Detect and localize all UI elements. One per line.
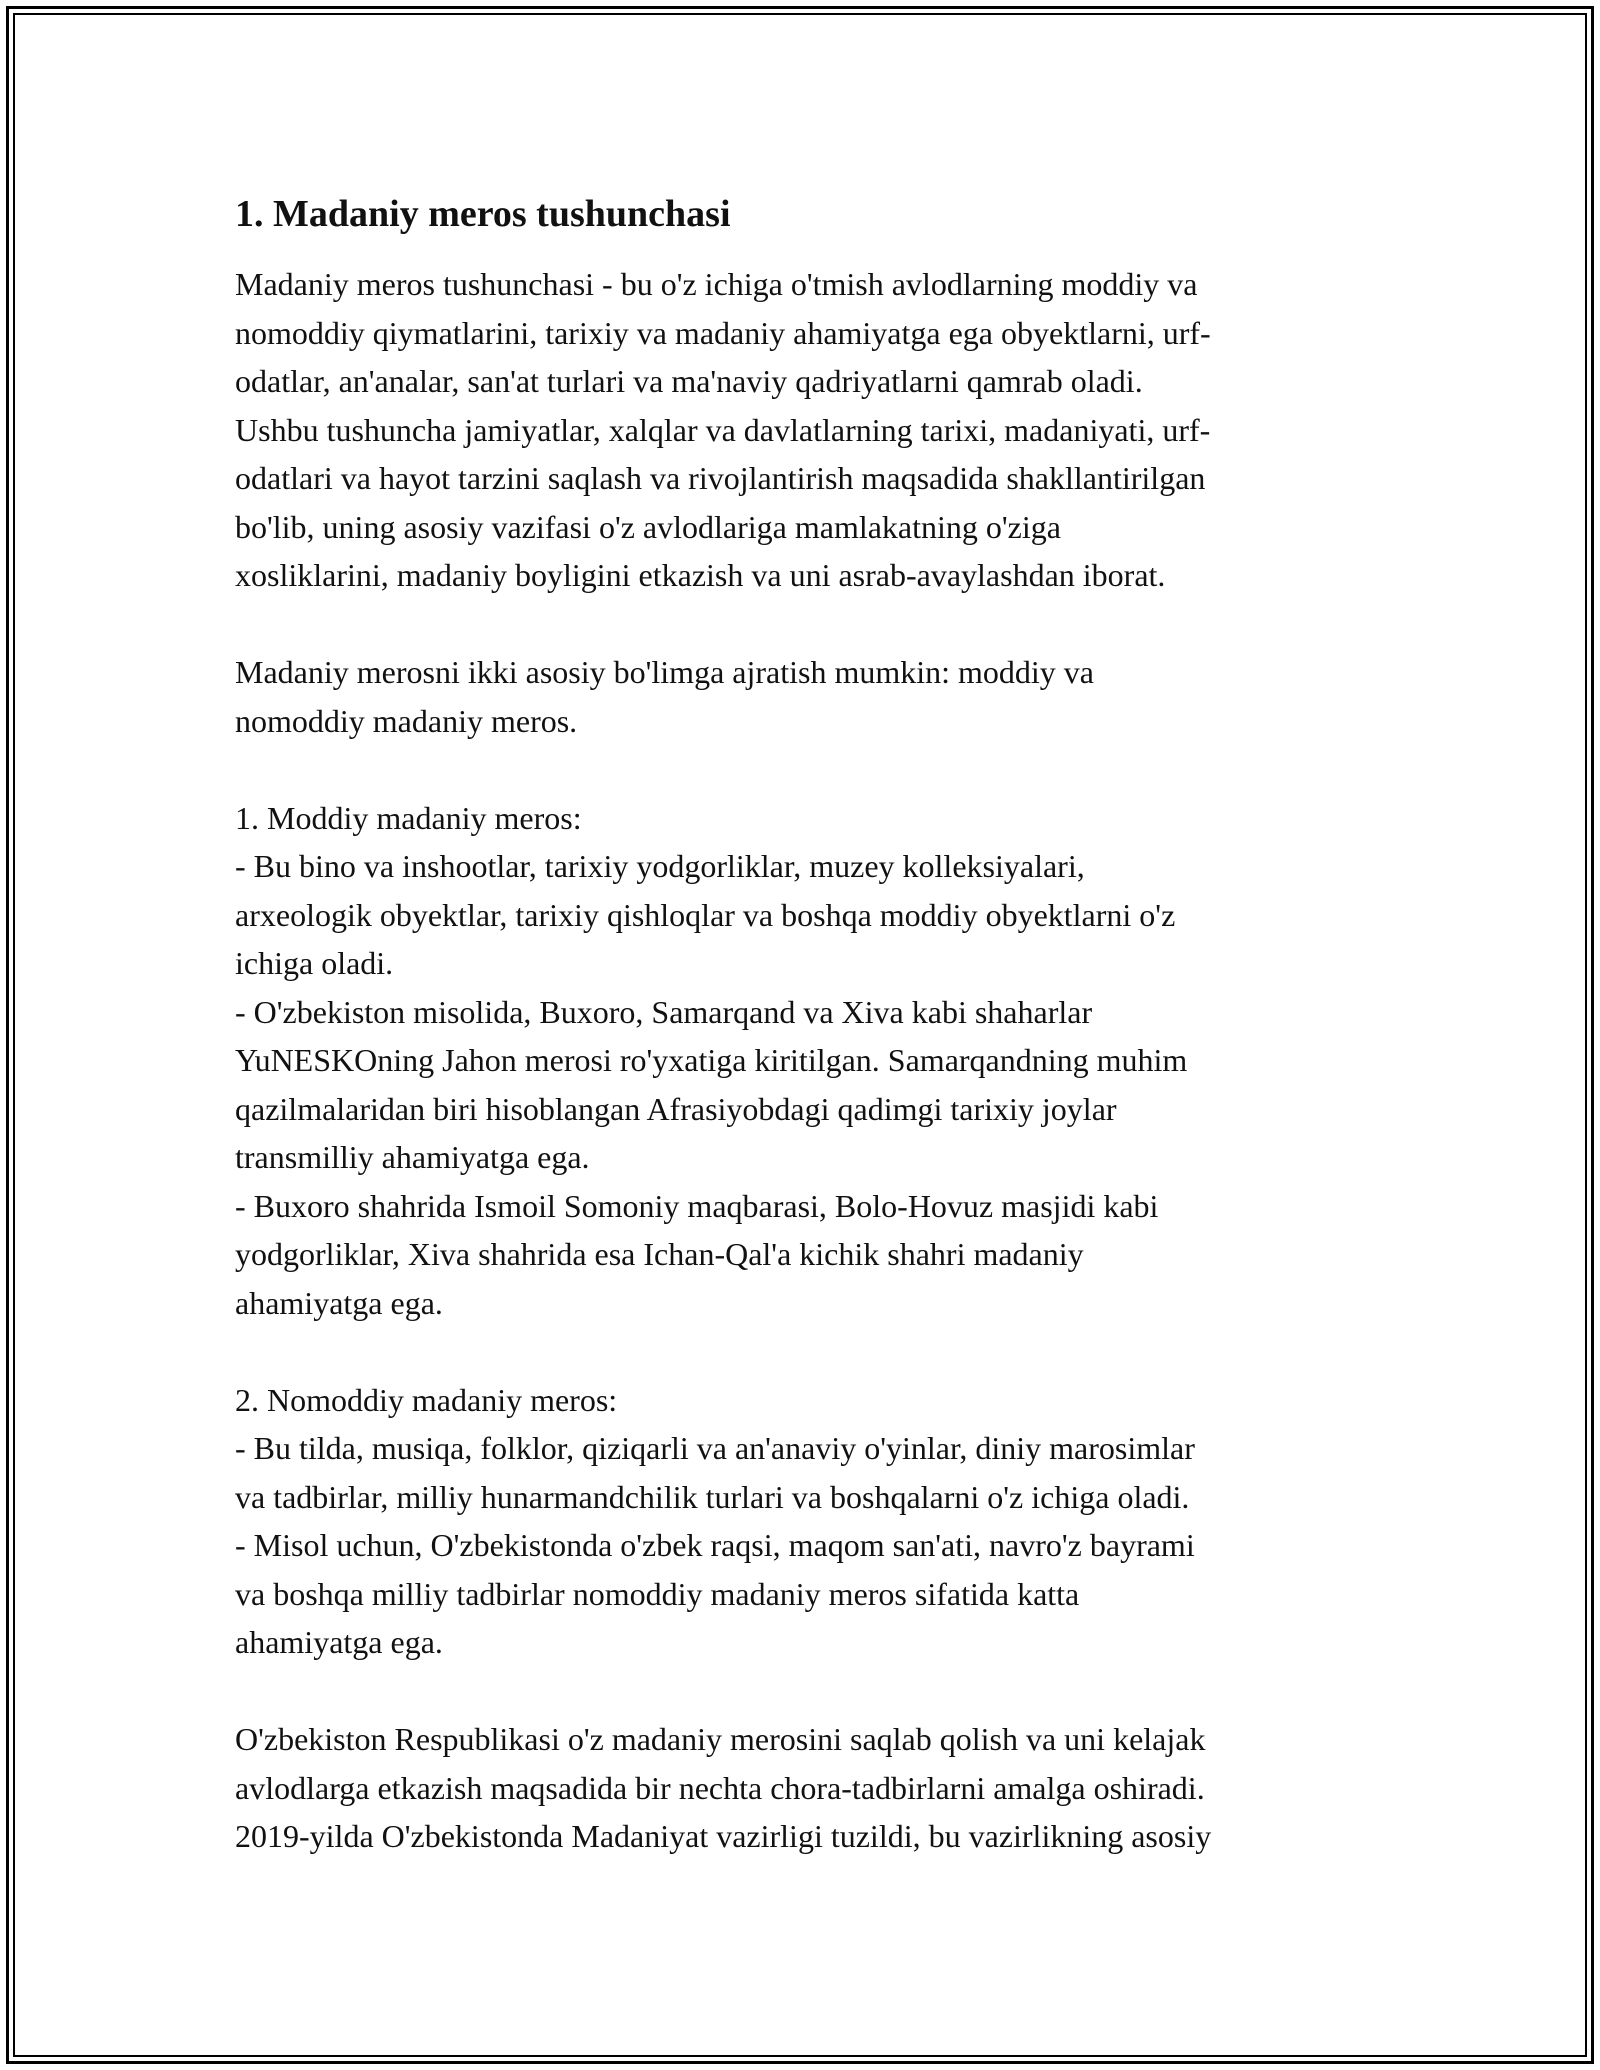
closing-paragraph: O'zbekiston Respublikasi o'z madaniy merosini saqlab qolish va uni kelajak avlodlarga etkazish maqsadida bir nechta chora-tadbirlarni amalga oshiradi. 2019-yilda O'zbekistonda Madaniyat vazirligi tuzildi, bu vazirlikning asosiy xyxy=(235,1721,1212,1854)
paragraph-spacer xyxy=(235,600,1385,649)
list-item: - Bu bino va inshootlar, tarixiy yodgorliklar, muzey kolleksiyalari, arxeologik obyektlar, tarixiy qishloqlar va boshqa moddiy obyektlarni o'z ichiga oladi. xyxy=(235,848,1176,981)
material-heritage-title: 1. Moddiy madaniy meros: xyxy=(235,799,582,836)
list-item: - Buxoro shahrida Ismoil Somoniy maqbarasi, Bolo-Hovuz masjidi kabi yodgorliklar, Xiva shahrida esa Ichan-Qal'a kichik shahri madaniy ahamiyatga ega. xyxy=(235,1187,1159,1321)
paragraph-spacer xyxy=(235,1667,1385,1716)
document-page xyxy=(235,190,1385,1861)
intangible-heritage-section xyxy=(235,1376,1385,1667)
material-heritage-section xyxy=(235,794,1385,1328)
list-item: - Bu tilda, musiqa, folklor, qiziqarli va an'anaviy o'yinlar, diniy marosimlar va tadbirlar, milliy hunarmandchilik turlari va boshqalarni o'z ichiga oladi. xyxy=(235,1430,1195,1515)
division-paragraph: Madaniy merosni ikki asosiy bo'limga ajratish mumkin: moddiy va nomoddiy madaniy meros. xyxy=(235,654,1094,739)
paragraph-spacer xyxy=(235,1327,1385,1376)
section-heading: 1. Madaniy meros tushunchasi xyxy=(235,193,731,235)
list-item: - Misol uchun, O'zbekistonda o'zbek raqsi, maqom san'ati, navro'z bayrami va boshqa milliy tadbirlar nomoddiy madaniy meros sifatida katta ahamiyatga ega. xyxy=(235,1527,1195,1660)
intro-paragraph: Madaniy meros tushunchasi - bu o'z ichiga o'tmish avlodlarning moddiy va nomoddiy qiymatlarini, tarixiy va madaniy ahamiyatga ega obyektlarni, urf- odatlar, an'analar, san'at turlari va ma'naviy qadriyatlarni qamrab oladi. Ushbu tushuncha jamiyatlar, xalqlar va davlatlarning tarixi, madaniyati, urf- odatlari va hayot tarzini saqlash va rivojlantirish maqsadida shakllantirilgan bo'lib, uning asosiy vazifasi o'z avlodlariga mamlakatning o'ziga xosliklarini, madaniy boyligini etkazish va uni asrab-avaylashdan iborat. xyxy=(235,266,1211,593)
intangible-heritage-title: 2. Nomoddiy madaniy meros: xyxy=(235,1381,618,1418)
paragraph-spacer xyxy=(235,745,1385,794)
list-item: - O'zbekiston misolida, Buxoro, Samarqand va Xiva kabi shaharlar YuNESKOning Jahon merosi ro'yxatiga kiritilgan. Samarqandning muhim qazilmalaridan biri hisoblangan Afrasiyobdagi qadimgi tarixiy joylar transmilliy ahamiyatga ega. xyxy=(235,993,1188,1175)
